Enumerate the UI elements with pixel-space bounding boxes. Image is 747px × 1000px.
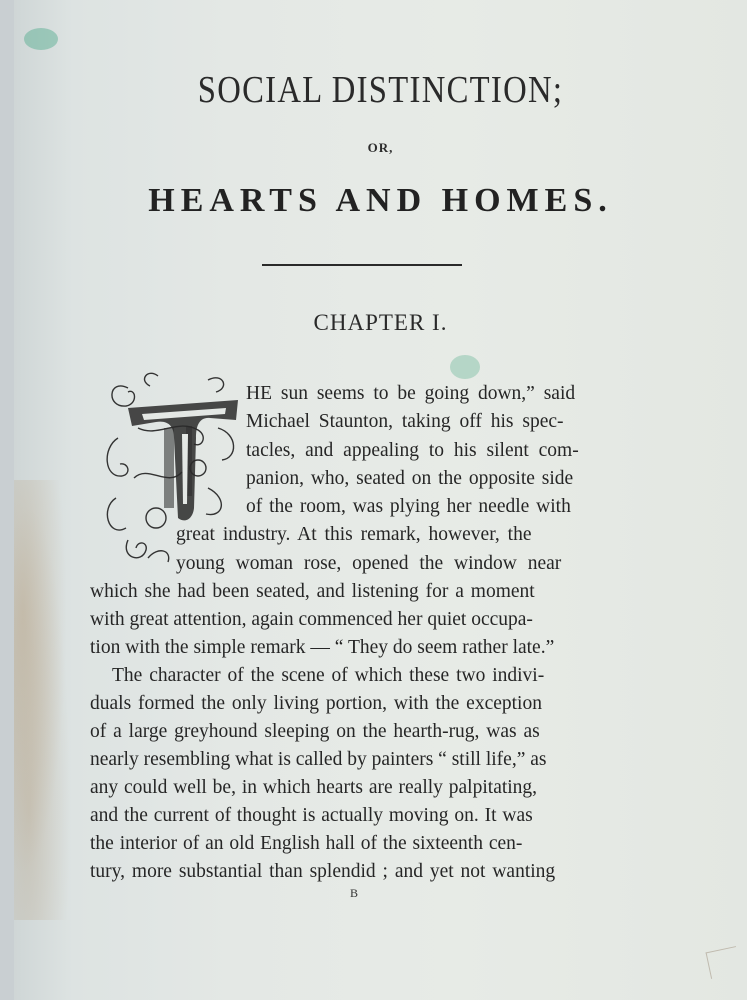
book-title: SOCIAL DISTINCTION; (197, 69, 564, 111)
text-line-2: Michael Staunton, taking off his spec- (246, 411, 564, 432)
green-stain-middle (450, 355, 480, 379)
text-line-16: and the current of thought is actually moving on. It was (90, 805, 533, 826)
title-connector-or: OR, (367, 140, 394, 155)
text-line-9: with great attention, again commenced her quiet occupa- (90, 609, 533, 630)
text-line-6: great industry. At this remark, however, the (176, 524, 532, 545)
text-line-12: duals formed the only living portion, with the exception (90, 693, 542, 714)
text-line-18: tury, more substantial than splendid ; and yet not wanting (90, 861, 556, 882)
text-line-3: tacles, and appealing to his silent com- (246, 440, 579, 461)
page-corner-fold (706, 946, 742, 979)
text-line-8: which she had been seated, and listening for a moment (90, 581, 535, 602)
foxing-stain (14, 480, 74, 920)
book-subtitle: HEARTS AND HOMES. (148, 182, 613, 219)
text-line-11: The character of the scene of which these two indivi- (112, 665, 545, 686)
text-line-15: any could well be, in which hearts are really palpitating, (90, 777, 538, 798)
text-line-13: of a large greyhound sleeping on the hearth-rug, was as (90, 721, 540, 742)
title-rule (262, 264, 462, 266)
green-stain-top (24, 28, 58, 50)
book-page (14, 0, 747, 1000)
text-line-10: tion with the simple remark — “ They do seem rather late.” (90, 637, 555, 658)
signature-mark: B (350, 886, 359, 900)
text-line-5: of the room, was plying her needle with (246, 496, 571, 517)
text-line-4: panion, who, seated on the opposite side (246, 468, 574, 489)
text-line-7: young woman rose, opened the window near (176, 553, 562, 574)
chapter-heading: CHAPTER I. (313, 310, 448, 335)
text-line-1: HE sun seems to be going down,” said (246, 383, 576, 404)
text-line-17: the interior of an old English hall of the sixteenth cen- (90, 833, 523, 854)
text-line-14: nearly resembling what is called by painters “ still life,” as (90, 749, 547, 770)
